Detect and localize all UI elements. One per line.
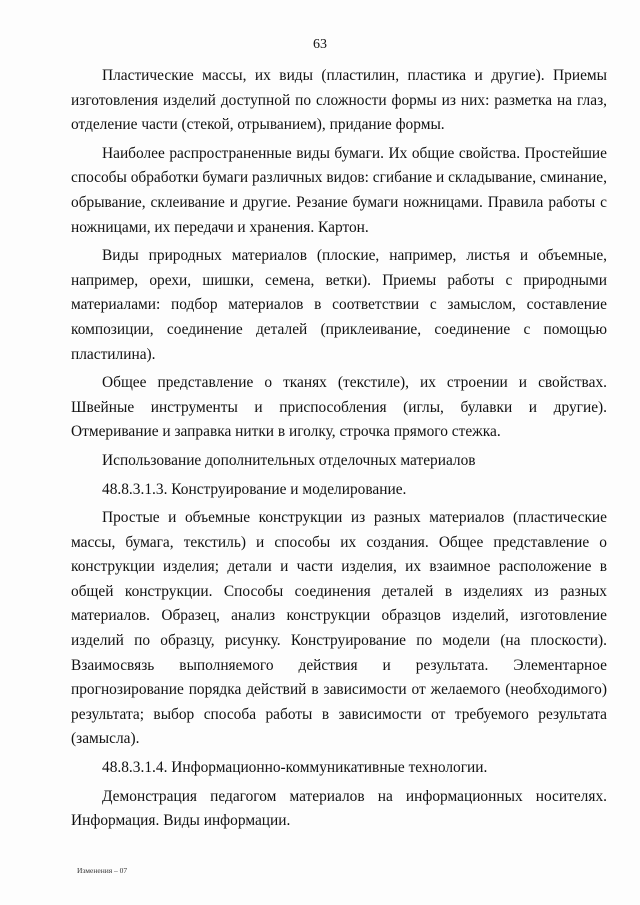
footer-revision-note: Изменения – 07: [77, 866, 128, 875]
paragraph-paper-types: Наиболее распространенные виды бумаги. Их общие свойства. Простейшие способы обработки бумаги различных видов: сгибание и складывание, сминание, обрывание, склеивание и другие. Резание бумаги ножницами. Правила работы с ножницами, их передачи и хранения. Картон.: [71, 144, 607, 236]
paragraph-plastic-masses: Пластические массы, их виды (пластилин, пластика и другие). Приемы изготовления изделий доступной по сложности формы из них: разметка на глаз, отделение части (стекой, отрыванием), придание формы.: [71, 67, 607, 134]
paragraph-textiles: Общее представление о тканях (текстиле), их строении и свойствах. Швейные инструменты и приспособления (иглы, булавки и другие). Отмеривание и заправка нитки в иголку, строчка прямого стежка.: [71, 374, 607, 441]
page-number: 63: [313, 37, 327, 52]
section-heading-ict: 48.8.3.1.4. Информационно-коммуникативные технологии.: [102, 759, 488, 777]
paragraph-constructions: Простые и объемные конструкции из разных материалов (пластические массы, бумага, текстиль) и способы их создания. Общее представление о конструкции изделия; детали и части изделия, их взаимное расположение в общей конструкции. Способы соединения деталей в изделиях из разных материалов. Образец, анализ конструкции образцов изделий, изготовление изделий по образцу, рисунку. Конструирование по модели (на плоскости). Взаимосвязь выполняемого действия и результата. Элементарное прогнозирование порядка действий в зависимости от желаемого (необходимого) результата; выбор способа работы в зависимости от требуемого результата (замысла).: [71, 509, 607, 748]
paragraph-finishing-materials: Использование дополнительных отделочных материалов: [102, 451, 476, 469]
section-heading-construction: 48.8.3.1.3. Конструирование и моделирование.: [102, 480, 407, 498]
paragraph-demonstration: Демонстрация педагогом материалов на информационных носителях. Информация. Виды информации.: [71, 787, 607, 830]
document-body: [71, 64, 607, 834]
paragraph-natural-materials: Виды природных материалов (плоские, например, листья и объемные, например, орехи, шишки, семена, ветки). Приемы работы с природными материалами: подбор материалов в соответствии с замыслом, составление композиции, соединение деталей (приклеивание, соединение с помощью пластилина).: [71, 247, 607, 363]
